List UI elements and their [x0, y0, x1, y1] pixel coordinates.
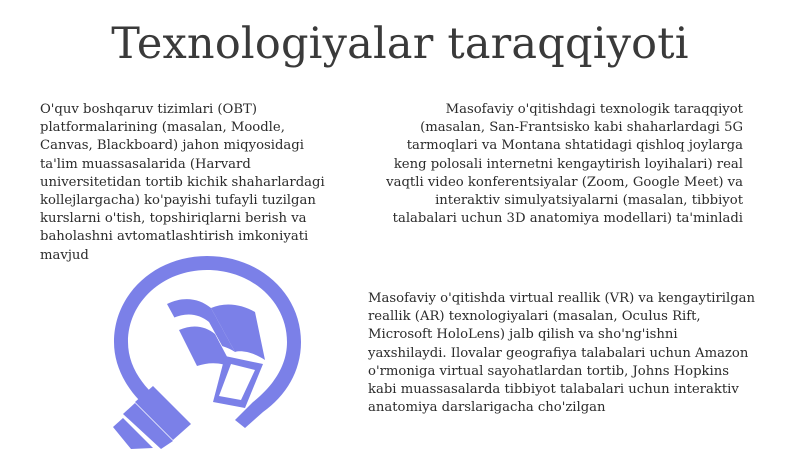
text-block-distance-learning: Masofaviy o'qitishdagi texnologik taraqqiyot (masalan, San-Frantsisko kabi shaharlardagi 5G tarmoqlari va Montana shtatidagi qishloq joylarga keng polosali internetni kengaytirish loyihalari) real vaqtli video konferentsiyalar (Zoom, Google Meet) va interaktiv simulyatsiyalarni (masalan, tibbiyot talabalari uchun 3D anatomiya modellari) ta'minladi — [386, 102, 743, 227]
text-block-vr-ar: Masofaviy o'qitishda virtual reallik (VR) va kengaytirilgan reallik (AR) texnologiyalari (masalan, Oculus Rift, Microsoft HoloLens) jalb qilish va sho'ng'ishni yaxshilaydi. Ilovalar geografiya talabalari uchun Amazon o'rmoniga virtual sayohatlardan tortib, Johns Hopkins kabi muassasalarda tibbiyot talabalari uchun interaktiv anatomiya darslarigacha cho'zilgan — [368, 291, 756, 416]
text-block-obt: O'quv boshqaruv tizimlari (OBT) platformalarining (masalan, Moodle, Canvas, Blackboard) jahon miqyosidagi ta'lim muassasalarida (Harvard universitetidan tortib kichik shaharlardagi kollejlargacha) ko'payishi tufayli tuzilgan kurslarni o'tish, topshiriqlarni berish va baholashni avtomatlashtirish imkoniyati mavjud — [40, 102, 325, 263]
lightbulb-book-icon — [95, 252, 310, 449]
slide-title: Texnologiyalar taraqqiyoti — [111, 19, 689, 69]
